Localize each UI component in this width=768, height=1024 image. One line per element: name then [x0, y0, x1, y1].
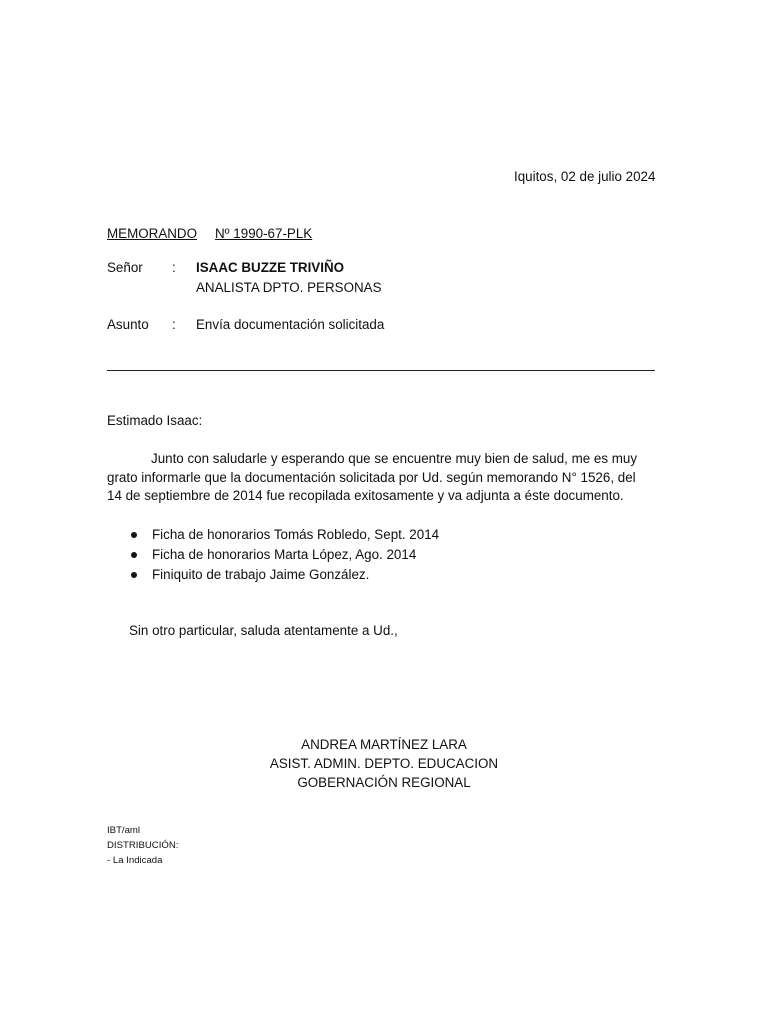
attachment-text: Finiquito de trabajo Jaime González. — [152, 567, 370, 582]
date-line: Iquitos, 02 de julio 2024 — [514, 169, 656, 184]
memo-number: Nº 1990-67-PLK — [215, 226, 313, 241]
footer-distribution-label: DISTRIBUCIÓN: — [107, 840, 179, 851]
bullet-icon — [131, 552, 137, 558]
footer-initials: IBT/aml — [107, 825, 141, 836]
paragraph-line: grato informarle que la documentación solicitada por Ud. según memorando N° 1526, del — [107, 469, 636, 485]
recipient-name: ISAAC BUZZE TRIVIÑO — [196, 260, 345, 275]
subject-colon: : — [172, 317, 176, 332]
paragraph-line: 14 de septiembre de 2014 fue recopilada exitosamente y va adjunta a éste documento. — [107, 488, 624, 503]
attachment-item — [107, 545, 439, 565]
attachment-text: Ficha de honorarios Marta López, Ago. 2014 — [152, 547, 417, 562]
recipient-label: Señor — [107, 260, 143, 275]
attachment-text: Ficha de honorarios Tomás Robledo, Sept. 2014 — [152, 527, 440, 542]
greeting: Estimado Isaac: — [107, 413, 203, 428]
bullet-icon — [131, 532, 137, 538]
recipient-position: ANALISTA DPTO. PERSONAS — [196, 280, 382, 295]
attachment-item — [107, 525, 439, 545]
paragraph-line: Junto con saludarle y esperando que se encuentre muy bien de salud, me es muy — [151, 451, 638, 466]
memo-heading — [107, 225, 312, 243]
subject-label: Asunto — [107, 317, 149, 332]
attachment-list — [107, 525, 439, 585]
attachment-item — [107, 565, 439, 585]
recipient-colon: : — [172, 260, 176, 275]
separator-line — [107, 370, 655, 371]
bullet-icon — [131, 572, 137, 578]
subject-value: Envía documentación solicitada — [196, 317, 385, 332]
signature-name: ANDREA MARTÍNEZ LARA — [301, 737, 467, 752]
body-paragraph — [107, 450, 667, 506]
closing-line: Sin otro particular, saluda atentamente a Ud., — [129, 623, 398, 638]
memo-label: MEMORANDO — [107, 226, 198, 241]
footer-distribution-item: - La Indicada — [107, 855, 163, 866]
signature-title: ASIST. ADMIN. DEPTO. EDUCACION — [269, 756, 499, 771]
signature-organization: GOBERNACIÓN REGIONAL — [297, 775, 471, 790]
